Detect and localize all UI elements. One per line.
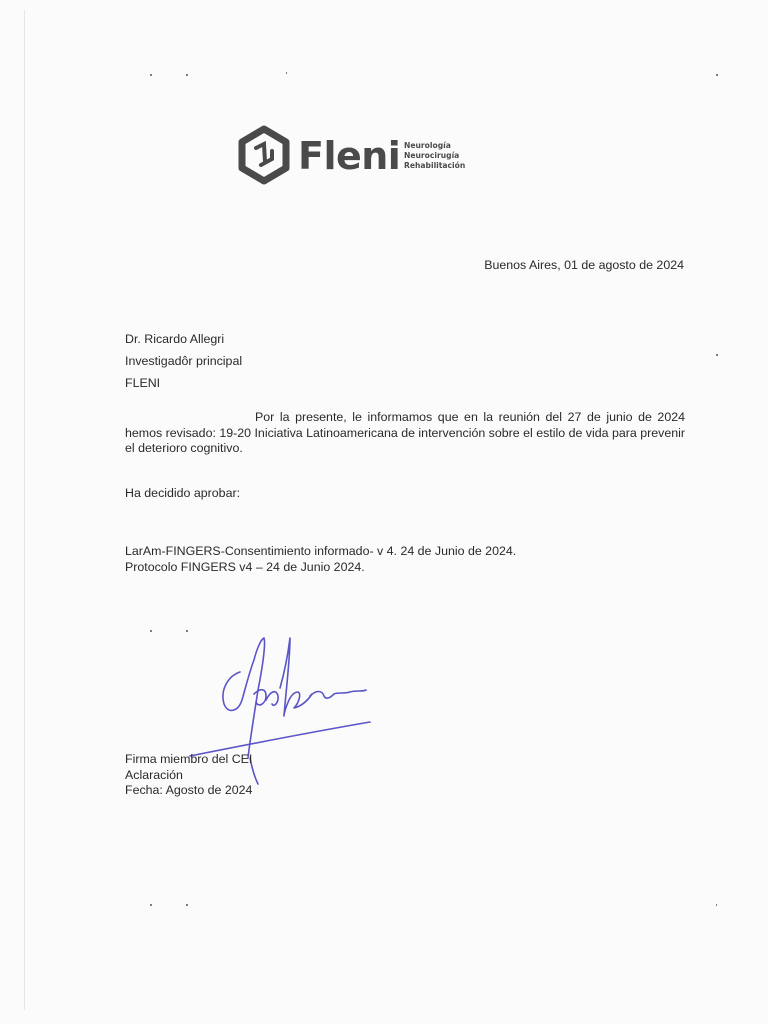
scan-speck bbox=[150, 74, 152, 76]
fleni-wordmark: Fleni bbox=[298, 134, 401, 178]
logo-tagline: Rehabilitación bbox=[404, 161, 466, 170]
fleni-logo bbox=[234, 124, 474, 190]
logo-taglines bbox=[404, 141, 465, 171]
recipient-block bbox=[125, 328, 242, 394]
scan-speck bbox=[286, 72, 287, 74]
scan-edge-line bbox=[24, 10, 25, 1010]
logo-tagline: Neurocirugía bbox=[404, 151, 460, 160]
scan-speck bbox=[716, 904, 717, 906]
date-line: Buenos Aires, 01 de agosto de 2024 bbox=[484, 258, 684, 272]
scan-speck bbox=[186, 74, 188, 76]
signer-label: Firma miembro del CEI bbox=[125, 752, 253, 766]
recipient-role: Investigadôr principal bbox=[125, 354, 243, 368]
scan-speck bbox=[716, 74, 718, 76]
fleni-logo-mark-icon bbox=[234, 124, 294, 186]
approved-document-item: Protocolo FINGERS v4 – 24 de Junio 2024. bbox=[125, 559, 365, 574]
scan-speck bbox=[716, 354, 718, 356]
scan-speck bbox=[186, 904, 188, 906]
clarification-label: Aclaración bbox=[125, 767, 183, 782]
recipient-institution: FLENI bbox=[125, 376, 161, 390]
body-paragraph: Por la presente, le informamos que en la reunión del 27 de junio de 2024 hemos revisado: 19-20 Iniciativa Latinoamericana de intervención sobre el estilo de vida para prevenir el deterioro cognitivo. bbox=[125, 410, 685, 455]
decision-line: Ha decidido aprobar: bbox=[125, 486, 241, 500]
scan-speck bbox=[150, 630, 152, 632]
signature-block bbox=[125, 752, 252, 799]
scan-speck bbox=[150, 904, 152, 906]
approved-documents-list bbox=[125, 544, 516, 575]
logo-tagline: Neurología bbox=[404, 141, 451, 150]
recipient-name: Dr. Ricardo Allegri bbox=[125, 332, 225, 346]
approved-document-item: LarAm-FINGERS-Consentimiento informado- v 4. 24 de Junio de 2024. bbox=[125, 544, 517, 558]
signature-date: Fecha: Agosto de 2024 bbox=[125, 783, 253, 797]
